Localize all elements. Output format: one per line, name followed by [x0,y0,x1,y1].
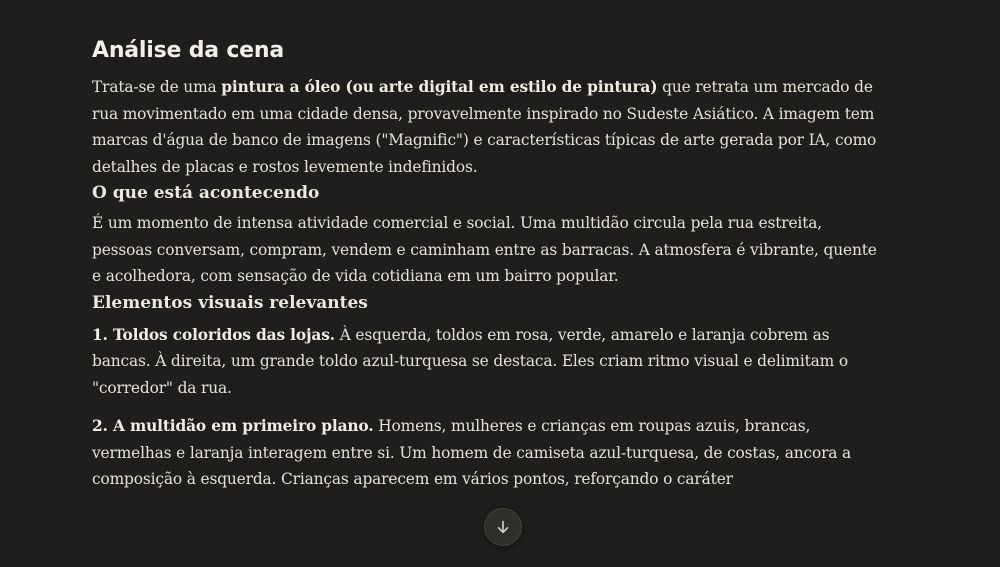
intro-text-before: Trata-se de uma [92,78,222,96]
list-item-text: Homens, mulheres e crianças em roupas azuis, brancas, vermelhas e laranja interagem entre si. Um homem de camiseta azul-turquesa, de costas, ancora a composição à esquerda. Crianças aparecem em vários pontos, reforçando o caráter [92,417,852,488]
list-item-title: 1. Toldos coloridos das lojas. [92,325,335,344]
list-item [92,413,882,493]
list-item-text: À esquerda, toldos em rosa, verde, amarelo e laranja cobrem as bancas. À direita, um grande toldo azul-turquesa se destaca. Eles criam ritmo visual e delimitam o "corredor" da rua. [92,325,848,397]
analysis-title: Análise da cena [92,38,285,63]
list-item-title: 2. A multidão em primeiro plano. [92,417,374,435]
intro-bold-text: pintura a óleo (ou arte digital em estilo de pintura) [221,78,658,96]
intro-paragraph [92,74,882,180]
intro-text-after: que retrata um mercado de rua movimentado em uma cidade densa, provavelmente inspirado no Sudeste Asiático. A imagem tem marcas d'água de banco de imagens ("Magnific") e características típicas de arte gerada por IA, como detalhes de placas e rostos levemente indefinidos. [92,78,877,176]
message-content [92,36,882,493]
scroll-to-bottom-button[interactable] [484,508,522,546]
arrow-down-icon [495,519,511,535]
happening-paragraph: É um momento de intensa atividade comercial e social. Uma multidão circula pela rua estreita, pessoas conversam, compram, vendem e caminham entre as barracas. A atmosfera é vibrante, quente e acolhedora, com sensação de vida cotidiana em um bairro popular. [92,214,877,285]
elements-heading: Elementos visuais relevantes [92,292,368,313]
list-item [92,322,882,402]
happening-heading: O que está acontecendo [92,183,320,203]
